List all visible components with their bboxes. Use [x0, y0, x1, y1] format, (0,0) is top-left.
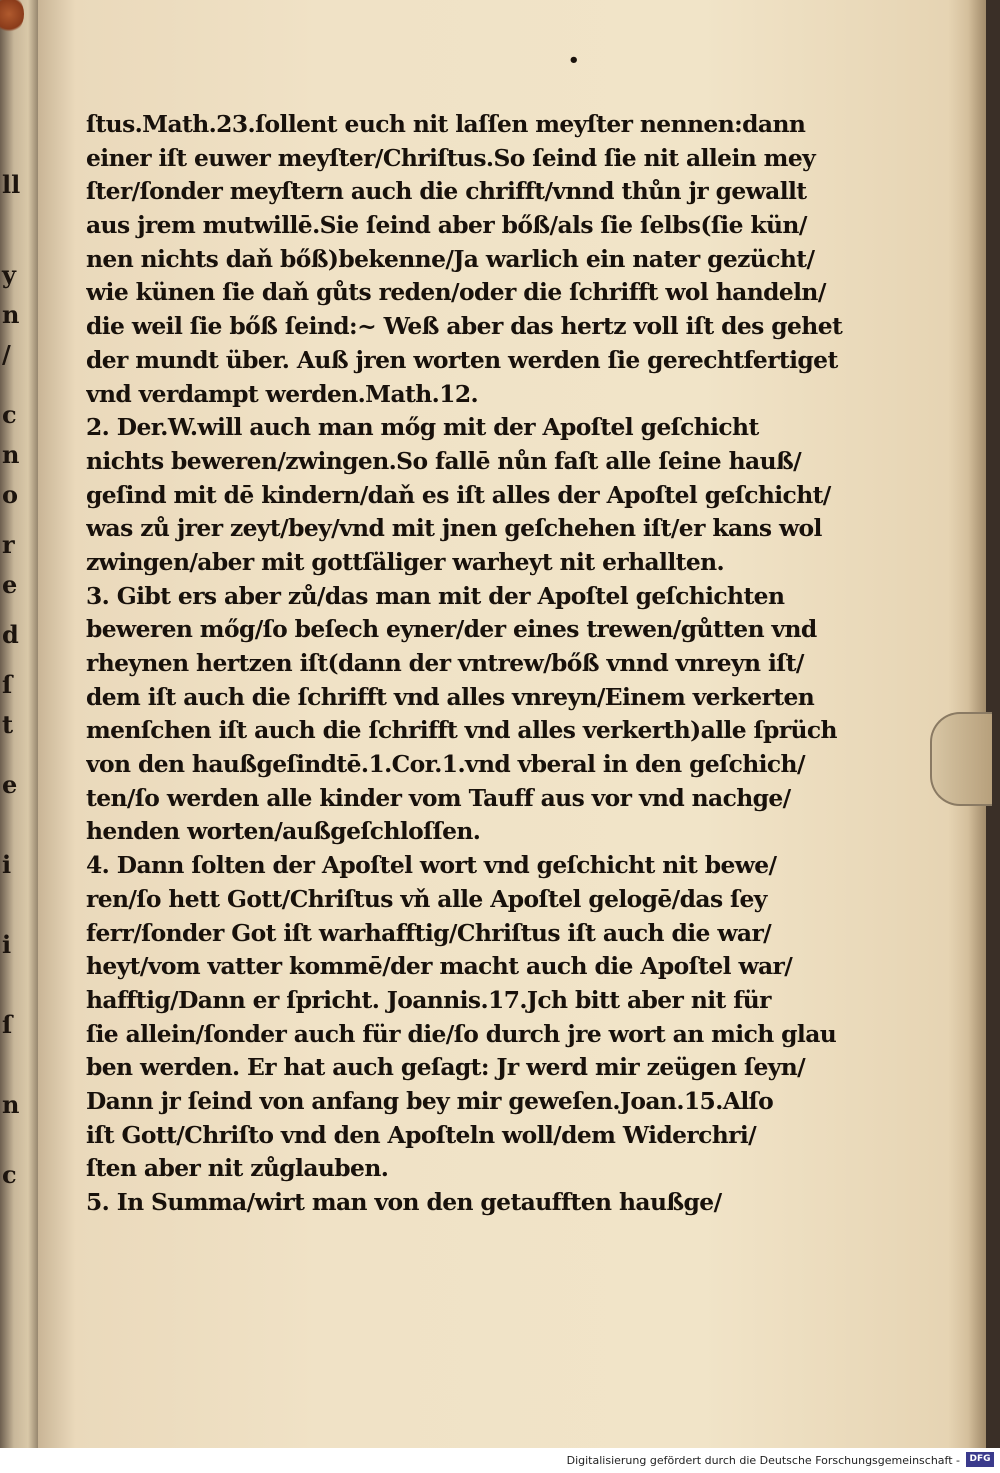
text-line: 2. Der.W.will auch man mőg mit der Apoſtel geſchicht [86, 413, 759, 442]
text-line: ben werden. Er hat auch geſagt: Jr werd mir zeügen ſeyn/ [86, 1053, 806, 1082]
margin-fragment: n [2, 440, 20, 469]
margin-fragment: c [2, 400, 17, 429]
page-tab [930, 712, 992, 806]
text-line: 3. Gibt ers aber zů/das man mit der Apoſtel geſchichten [86, 581, 785, 610]
text-line: 5. In Summa/wirt man von den getaufften haußge/ [86, 1188, 722, 1216]
text-line: von den haußgeſindtē.1.Cor.1.vnd vberal in den geſchich/ [86, 750, 805, 779]
text-line: vnd verdampt werden.Math.12. [86, 379, 479, 408]
text-line: aus jrem mutwillē.Sie ſeind aber bőß/als ſie ſelbs(ſie kün/ [86, 211, 807, 240]
text-line: die weil ſie bőß ſeind:~ Weß aber das hertz voll iſt des gehet [86, 312, 843, 341]
text-line: zwingen/aber mit gottſäliger warheyt nit erhallten. [86, 547, 725, 576]
text-line: geſind mit dē kindern/daň es iſt alles der Apoſtel geſchicht/ [86, 480, 831, 509]
body-text [86, 108, 856, 1220]
text-line: was zů jrer zeyt/bey/vnd mit jnen geſchehen iſt/er kans wol [86, 514, 822, 543]
text-line: einer iſt euwer meyſter/Chriſtus.So ſeind ſie nit allein mey [86, 143, 816, 172]
margin-fragment: e [2, 570, 18, 599]
text-line: der mundt über. Auß jren worten werden ſie gerechtfertiget [86, 345, 838, 374]
text-line: ten/ſo werden alle kinder vom Tauff aus vor vnd nachge/ [86, 783, 791, 812]
text-line: dem iſt auch die ſchrifft vnd alles vnreyn/Einem verkerten [86, 682, 815, 711]
margin-fragment: y [2, 260, 16, 289]
margin-fragment: i [2, 850, 12, 879]
text-line: wie künen ſie daň gůts reden/oder die ſchrifft wol handeln/ [86, 278, 826, 307]
margin-fragment: ſ [2, 670, 13, 699]
margin-fragment: i [2, 930, 12, 959]
margin-fragment: / [2, 340, 11, 369]
text-line: nichts beweren/zwingen.So fallē nůn faſt alle ſeine hauß/ [86, 446, 802, 475]
text-line: heyt/vom vatter kommē/der macht auch die Apoſtel war/ [86, 952, 793, 981]
text-line: hafftig/Dann er ſpricht. Joannis.17.Jch bitt aber nit für [86, 985, 771, 1014]
text-line: 4. Dann ſolten der Apoſtel wort vnd geſchicht nit bewe/ [86, 851, 777, 880]
margin-fragment: o [2, 480, 19, 509]
previous-page-edge [0, 0, 40, 1448]
funding-credit: Digitalisierung gefördert durch die Deutsche Forschungsgemeinschaft - [566, 1454, 960, 1467]
margin-fragment: ll [2, 170, 21, 199]
margin-fragment: ſ [2, 1010, 13, 1039]
text-line: ferr/ſonder Got iſt warhafftig/Chriſtus iſt auch die war/ [86, 918, 772, 947]
text-line: ſtus.Math.23.ſollent euch nit laſſen meyſter nennen:dann [86, 110, 806, 138]
text-line: beweren mőg/ſo beſech eyner/der eines trewen/gůtten vnd [86, 615, 817, 644]
margin-fragment: c [2, 1160, 17, 1189]
book-page [38, 0, 986, 1448]
margin-fragment: n [2, 1090, 20, 1119]
footer-bar [0, 1448, 1000, 1473]
text-line: iſt Gott/Chriſto vnd den Apoſteln woll/dem Widerchri/ [86, 1120, 757, 1149]
margin-fragment: r [2, 530, 15, 559]
text-line: henden worten/außgeſchloſſen. [86, 817, 481, 846]
text-line: Dann jr ſeind von anfang bey mir geweſen.Joan.15.Alſo [86, 1086, 774, 1115]
text-line: ſter/ſonder meyſtern auch die chrifft/vnnd thůn jr gewallt [86, 177, 807, 206]
text-line: menſchen iſt auch die ſchrifft vnd alles verkerth)alle ſprüch [86, 716, 837, 745]
text-line: rheynen hertzen iſt(dann der vntrew/bőß vnnd vnreyn iſt/ [86, 649, 804, 677]
margin-fragment: n [2, 300, 20, 329]
text-line: ren/ſo hett Gott/Chriſtus vň alle Apoſtel gelogē/das ſey [86, 884, 767, 913]
text-line: nen nichts daň bőß)bekenne/Ja warlich ein nater gezücht/ [86, 244, 815, 273]
dfg-logo: DFG [966, 1452, 994, 1467]
margin-fragment: d [2, 620, 19, 649]
text-line: ſten aber nit zůglauben. [86, 1154, 389, 1183]
margin-fragment: t [2, 710, 14, 739]
top-mark: • [568, 50, 580, 71]
margin-fragment: e [2, 770, 18, 799]
text-line: ſie allein/ſonder auch für die/ſo durch jre wort an mich glau [86, 1019, 837, 1048]
margin-fragments [2, 150, 32, 1400]
